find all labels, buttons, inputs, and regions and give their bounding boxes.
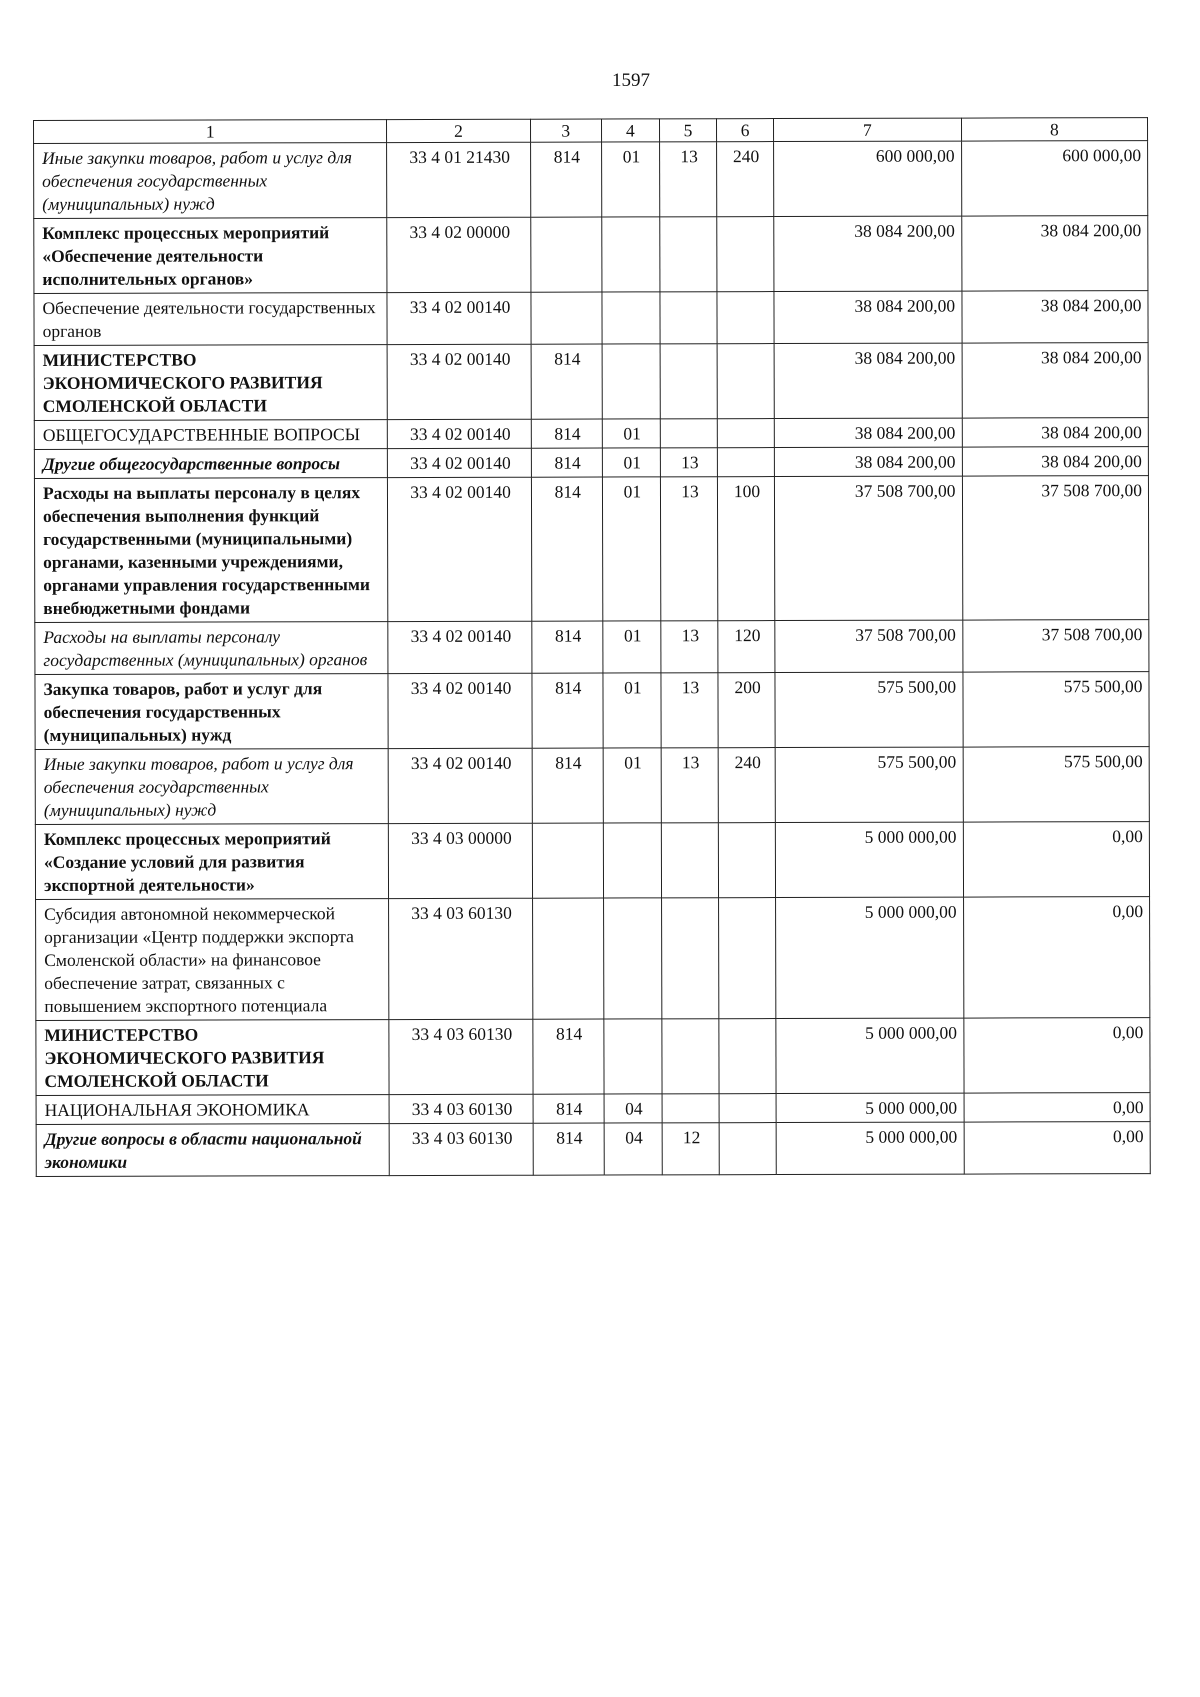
target-code-cell: 33 4 02 00140 [388, 621, 531, 673]
budget-table [33, 117, 1151, 1177]
ministry-code-cell: 814 [533, 1094, 604, 1123]
target-code-cell: 33 4 03 60130 [389, 1094, 532, 1123]
column-header: 3 [530, 119, 601, 142]
row-name-cell: Расходы на выплаты персоналу в целях обеспечения выполнения функций государственными (муниципальными) органами, казенными учреждениями, органами управления государственными внебюджетными фондами [34, 478, 388, 623]
ministry-code-cell [532, 823, 603, 898]
amount-year1-cell: 38 084 200,00 [774, 447, 962, 476]
table-row [36, 897, 1150, 1021]
ministry-code-cell: 814 [530, 142, 601, 217]
table-row [35, 822, 1149, 900]
amount-year1-cell: 38 084 200,00 [774, 216, 962, 291]
ministry-code-cell: 814 [532, 673, 603, 748]
amount-year2-cell: 38 084 200,00 [962, 291, 1149, 343]
subsection-code-cell: 13 [661, 673, 718, 748]
amount-year1-cell: 38 084 200,00 [774, 343, 962, 418]
row-name-cell: Обеспечение деятельности государственных органов [34, 293, 388, 346]
subsection-code-cell [662, 1019, 719, 1094]
amount-year2-cell: 38 084 200,00 [962, 447, 1149, 476]
table-row [34, 418, 1148, 450]
amount-year2-cell: 600 000,00 [961, 141, 1148, 216]
row-name-cell: Комплекс процессных мероприятий «Обеспечение деятельности исполнительных органов» [34, 218, 388, 294]
column-header: 2 [387, 119, 530, 142]
ministry-code-cell: 814 [531, 448, 602, 477]
subsection-code-cell: 13 [660, 448, 717, 477]
row-name-cell: ОБЩЕГОСУДАРСТВЕННЫЕ ВОПРОСЫ [34, 420, 387, 450]
amount-year2-cell: 38 084 200,00 [962, 418, 1149, 447]
expense-type-cell [719, 1019, 776, 1094]
amount-year2-cell: 38 084 200,00 [962, 343, 1149, 418]
ministry-code-cell: 814 [533, 1019, 604, 1094]
target-code-cell: 33 4 03 60130 [389, 1019, 532, 1094]
amount-year2-cell: 38 084 200,00 [961, 216, 1148, 291]
section-code-cell [602, 344, 660, 419]
column-header: 1 [34, 120, 387, 144]
subsection-code-cell [662, 1094, 719, 1123]
amount-year1-cell: 5 000 000,00 [775, 822, 963, 897]
column-header: 6 [717, 119, 774, 142]
row-name-cell: Комплекс процессных мероприятий «Создание условий для развития экспортной деятельности» [35, 824, 389, 900]
row-name-cell: Иные закупки товаров, работ и услуг для обеспечения государственных (муниципальных) нужд [34, 143, 388, 219]
section-code-cell [604, 1019, 662, 1094]
amount-year2-cell: 0,00 [963, 897, 1150, 1018]
expense-type-cell [718, 823, 775, 898]
subsection-code-cell: 13 [661, 748, 718, 823]
row-name-cell: Другие вопросы в области национальной экономики [36, 1124, 390, 1177]
target-code-cell: 33 4 02 00140 [388, 673, 531, 748]
expense-type-cell [719, 1123, 776, 1175]
table-row [36, 1122, 1150, 1177]
ministry-code-cell: 814 [533, 1123, 604, 1175]
section-code-cell: 01 [602, 448, 660, 477]
ministry-code-cell: 814 [531, 344, 602, 419]
row-name-cell: МИНИСТЕРСТВО ЭКОНОМИЧЕСКОГО РАЗВИТИЯ СМОЛЕНСКОЙ ОБЛАСТИ [34, 345, 388, 421]
section-code-cell: 01 [603, 673, 661, 748]
table-row [34, 476, 1148, 623]
table-row [36, 1093, 1150, 1125]
target-code-cell: 33 4 02 00140 [388, 448, 531, 477]
section-code-cell: 04 [604, 1123, 662, 1175]
amount-year2-cell: 0,00 [963, 1018, 1150, 1093]
section-code-cell: 04 [604, 1094, 662, 1123]
amount-year1-cell: 38 084 200,00 [774, 291, 962, 343]
section-code-cell: 01 [603, 621, 661, 673]
subsection-code-cell: 13 [659, 142, 716, 217]
expense-type-cell: 120 [718, 621, 775, 673]
column-header: 8 [961, 118, 1147, 141]
amount-year2-cell: 575 500,00 [963, 672, 1150, 747]
amount-year1-cell: 5 000 000,00 [776, 1018, 964, 1093]
section-code-cell: 01 [603, 748, 661, 823]
table-row [34, 216, 1148, 294]
amount-year2-cell: 575 500,00 [963, 747, 1150, 822]
section-code-cell [603, 823, 661, 898]
amount-year1-cell: 37 508 700,00 [775, 476, 963, 620]
table-row [35, 620, 1149, 675]
expense-type-cell: 240 [718, 748, 775, 823]
target-code-cell: 33 4 02 00140 [389, 748, 532, 823]
target-code-cell: 33 4 02 00140 [388, 477, 532, 621]
ministry-code-cell [531, 292, 602, 344]
target-code-cell: 33 4 02 00000 [387, 217, 530, 292]
target-code-cell: 33 4 02 00140 [387, 344, 530, 419]
subsection-code-cell [660, 344, 717, 419]
subsection-code-cell [660, 419, 717, 448]
amount-year1-cell: 5 000 000,00 [776, 897, 964, 1018]
expense-type-cell [717, 419, 774, 448]
row-name-cell: Закупка товаров, работ и услуг для обеспечения государственных (муниципальных) нужд [35, 674, 389, 750]
column-header: 5 [659, 119, 716, 142]
row-name-cell: МИНИСТЕРСТВО ЭКОНОМИЧЕСКОГО РАЗВИТИЯ СМОЛЕНСКОЙ ОБЛАСТИ [36, 1020, 390, 1096]
subsection-code-cell [660, 217, 717, 292]
expense-type-cell [717, 448, 774, 477]
table-row [34, 447, 1148, 479]
expense-type-cell: 200 [718, 673, 775, 748]
ministry-code-cell: 814 [532, 748, 603, 823]
expense-type-cell [719, 898, 776, 1019]
subsection-code-cell: 13 [660, 477, 717, 621]
expense-type-cell [717, 217, 774, 292]
row-name-cell: Другие общегосударственные вопросы [34, 449, 387, 479]
amount-year1-cell: 575 500,00 [775, 747, 963, 822]
section-code-cell: 01 [601, 142, 659, 217]
amount-year1-cell: 37 508 700,00 [775, 620, 963, 672]
section-code-cell [603, 898, 661, 1019]
table-row [34, 141, 1148, 219]
row-name-cell: НАЦИОНАЛЬНАЯ ЭКОНОМИКА [36, 1095, 389, 1125]
target-code-cell: 33 4 02 00140 [387, 292, 530, 344]
subsection-code-cell: 12 [662, 1123, 719, 1175]
row-name-cell: Расходы на выплаты персоналу государственных (муниципальных) органов [35, 622, 389, 675]
table-body [34, 141, 1151, 1177]
expense-type-cell [717, 344, 774, 419]
ministry-code-cell: 814 [531, 419, 602, 448]
amount-year2-cell: 0,00 [963, 822, 1150, 897]
amount-year1-cell: 575 500,00 [775, 672, 963, 747]
table-row [35, 672, 1149, 750]
target-code-cell: 33 4 03 00000 [389, 823, 532, 898]
amount-year1-cell: 5 000 000,00 [776, 1122, 964, 1174]
subsection-code-cell: 13 [661, 621, 718, 673]
ministry-code-cell [530, 217, 601, 292]
target-code-cell: 33 4 03 60130 [390, 1123, 533, 1175]
section-code-cell [602, 217, 660, 292]
amount-year2-cell: 0,00 [964, 1122, 1151, 1174]
column-header: 7 [774, 118, 962, 141]
subsection-code-cell [660, 292, 717, 344]
ministry-code-cell: 814 [531, 477, 602, 621]
page-number: 1597 [612, 70, 650, 91]
section-code-cell: 01 [602, 419, 660, 448]
target-code-cell: 33 4 01 21430 [387, 142, 530, 217]
table-row [36, 1018, 1150, 1096]
amount-year1-cell: 38 084 200,00 [774, 418, 962, 447]
table-row [34, 291, 1148, 346]
amount-year1-cell: 5 000 000,00 [776, 1093, 964, 1122]
target-code-cell: 33 4 03 60130 [389, 898, 533, 1019]
section-code-cell [602, 292, 660, 344]
amount-year1-cell: 600 000,00 [774, 141, 962, 216]
expense-type-cell [719, 1094, 776, 1123]
target-code-cell: 33 4 02 00140 [388, 419, 531, 448]
column-number-row [34, 118, 1148, 144]
row-name-cell: Субсидия автономной некоммерческой организации «Центр поддержки экспорта Смоленской области» на финансовое обеспечение затрат, связанных с повышением экспортного потенциала [36, 899, 390, 1021]
amount-year2-cell: 0,00 [964, 1093, 1151, 1122]
expense-type-cell [717, 292, 774, 344]
column-header: 4 [601, 119, 659, 142]
ministry-code-cell [532, 898, 603, 1019]
table-row [34, 343, 1148, 421]
subsection-code-cell [661, 823, 718, 898]
ministry-code-cell: 814 [531, 621, 602, 673]
expense-type-cell: 100 [717, 477, 774, 621]
amount-year2-cell: 37 508 700,00 [962, 620, 1149, 672]
subsection-code-cell [661, 898, 718, 1019]
amount-year2-cell: 37 508 700,00 [962, 476, 1149, 620]
row-name-cell: Иные закупки товаров, работ и услуг для обеспечения государственных (муниципальных) нужд [35, 749, 389, 825]
section-code-cell: 01 [602, 477, 661, 621]
table-row [35, 747, 1149, 825]
expense-type-cell: 240 [717, 142, 774, 217]
